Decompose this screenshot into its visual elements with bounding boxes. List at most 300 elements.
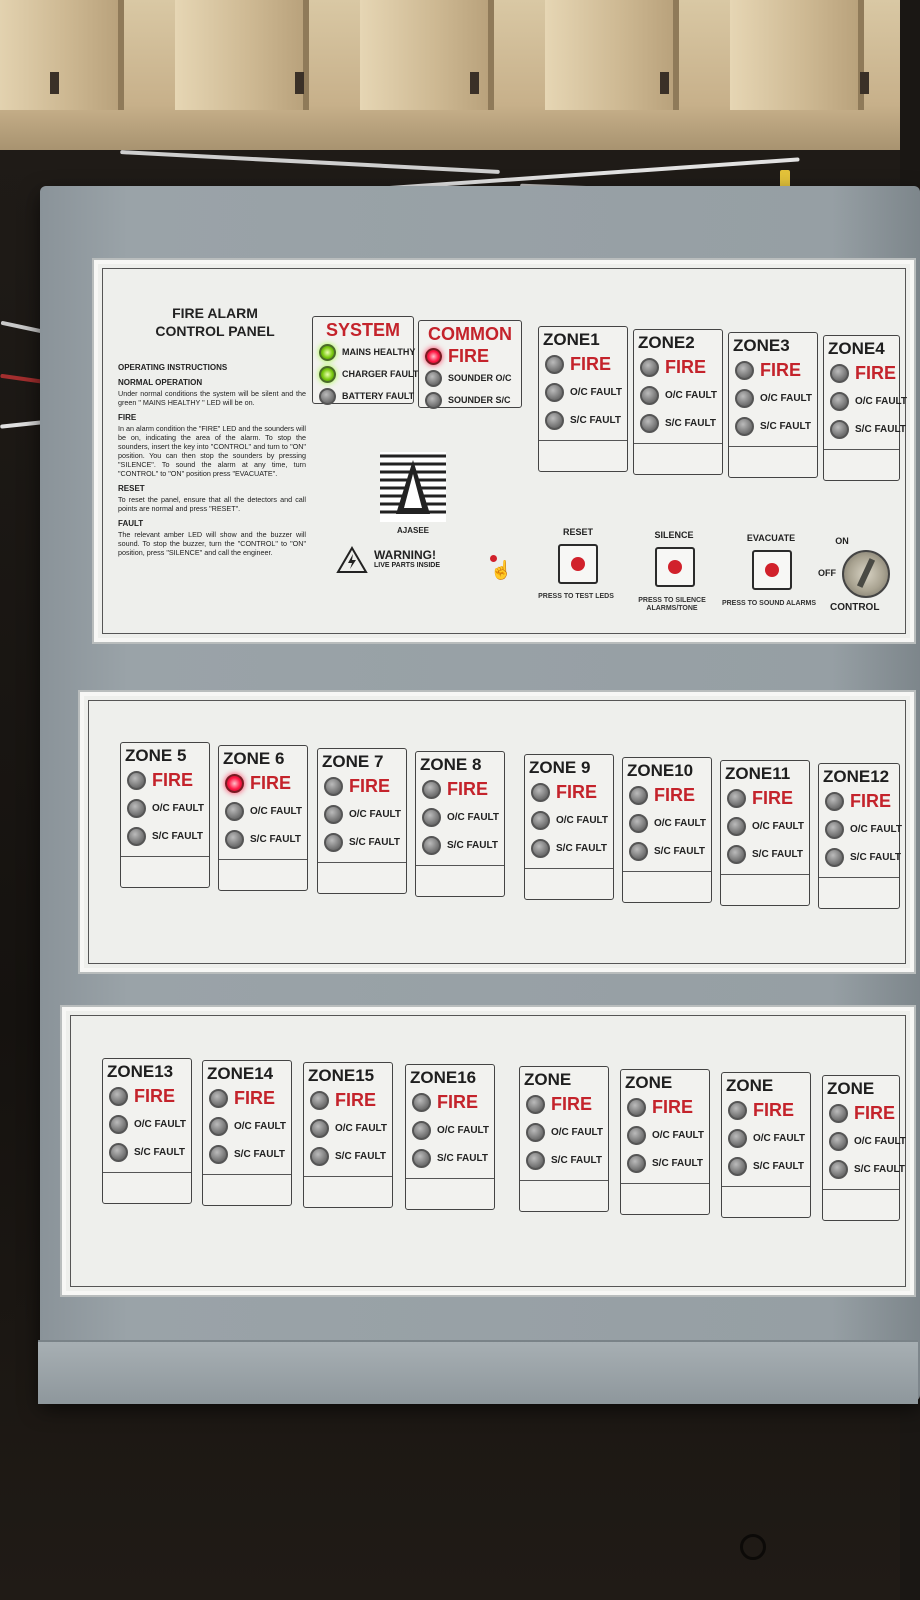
- zone-name: ZONE: [827, 1079, 875, 1098]
- zone-oc-fault-row: [520, 1118, 608, 1146]
- zone-oc-fault-led-icon: [531, 811, 550, 830]
- zone-sc-fault-row: [103, 1138, 191, 1166]
- zone-oc-fault-label: O/C FAULT: [753, 1132, 806, 1144]
- zone-label-strip: [520, 1180, 608, 1211]
- zone-oc-fault-row: [634, 381, 722, 409]
- zone-sc-fault-row: [203, 1140, 291, 1168]
- zone-oc-fault-led-icon: [109, 1115, 128, 1134]
- zone-oc-fault-led-icon: [727, 817, 746, 836]
- zone-sc-fault-label: S/C FAULT: [652, 1157, 703, 1169]
- zone-oc-fault-led-icon: [629, 814, 648, 833]
- zone-box: [120, 742, 210, 888]
- zone-sc-fault-row: [219, 825, 307, 853]
- zone-sc-fault-led-icon: [728, 1157, 747, 1176]
- zone-sc-fault-row: [406, 1144, 494, 1172]
- wood-slat: [730, 0, 864, 110]
- zone-name: ZONE 9: [529, 758, 591, 777]
- zone-oc-fault-label: O/C FAULT: [752, 820, 805, 832]
- zone-oc-fault-label: O/C FAULT: [556, 814, 609, 826]
- zone-fire-row: [121, 766, 209, 794]
- zone-label-strip: [819, 877, 899, 908]
- zone-sc-fault-led-icon: [310, 1147, 329, 1166]
- zone-oc-fault-led-icon: [829, 1132, 848, 1151]
- zone-fire-led-icon: [531, 783, 550, 802]
- reset-text: To reset the panel, ensure that all the detectors and call points are normal and press "RESET".: [118, 495, 306, 513]
- zone-oc-fault-row: [623, 809, 711, 837]
- zone-sc-fault-led-icon: [825, 848, 844, 867]
- keyswitch-on-label: ON: [835, 536, 849, 546]
- zone-oc-fault-row: [304, 1114, 392, 1142]
- zone-oc-fault-led-icon: [412, 1121, 431, 1140]
- zone-name: ZONE15: [308, 1066, 375, 1085]
- zone-fire-label: FIRE: [855, 362, 897, 383]
- zone-sc-fault-led-icon: [545, 411, 564, 430]
- operating-instructions: [118, 357, 306, 557]
- zone-name: ZONE4: [828, 339, 885, 358]
- zone-sc-fault-row: [722, 1152, 810, 1180]
- zone-fire-row: [729, 356, 817, 384]
- zone-fire-led-icon: [209, 1089, 228, 1108]
- zone-fire-label: FIRE: [134, 1085, 176, 1106]
- zone-sc-fault-label: S/C FAULT: [234, 1148, 285, 1160]
- zone-fire-led-icon: [310, 1091, 329, 1110]
- zone-oc-fault-led-icon: [825, 820, 844, 839]
- zone-name: ZONE: [524, 1070, 572, 1089]
- zone-sc-fault-led-icon: [627, 1154, 646, 1173]
- zone-label-strip: [103, 1172, 191, 1203]
- zone-oc-fault-row: [722, 1124, 810, 1152]
- zone-sc-fault-row: [121, 822, 209, 850]
- reset-button[interactable]: [558, 544, 598, 584]
- zone-sc-fault-row: [721, 840, 809, 868]
- zone-name: ZONE: [726, 1076, 774, 1095]
- common-led-icon: [425, 348, 442, 365]
- zone-sc-fault-row: [318, 828, 406, 856]
- zone-oc-fault-row: [539, 378, 627, 406]
- system-led-icon: [319, 344, 336, 361]
- common-header: COMMON: [428, 324, 512, 344]
- zone-fire-row: [304, 1086, 392, 1114]
- zone-oc-fault-led-icon: [324, 805, 343, 824]
- zone-name: ZONE1: [543, 330, 600, 349]
- zone-label-strip: [623, 871, 711, 902]
- zone-fire-row: [203, 1084, 291, 1112]
- system-item-label: CHARGER FAULT: [342, 369, 419, 379]
- zone-label-strip: [824, 449, 899, 480]
- zone-oc-fault-label: O/C FAULT: [850, 823, 903, 835]
- zone-sc-fault-label: S/C FAULT: [134, 1146, 185, 1158]
- zone-box: [415, 751, 505, 897]
- zone-sc-fault-led-icon: [727, 845, 746, 864]
- zone-sc-fault-label: S/C FAULT: [850, 851, 901, 863]
- zone-oc-fault-row: [103, 1110, 191, 1138]
- zone-name: ZONE16: [410, 1068, 477, 1087]
- zone-fire-led-icon: [422, 780, 441, 799]
- zone-name: ZONE 8: [420, 755, 482, 774]
- zone-name: ZONE 7: [322, 752, 384, 771]
- zone-oc-fault-led-icon: [735, 389, 754, 408]
- zone-oc-fault-row: [203, 1112, 291, 1140]
- zone-oc-fault-led-icon: [627, 1126, 646, 1145]
- zone-fire-label: FIRE: [665, 356, 707, 377]
- zone-box: [317, 748, 407, 894]
- evacuate-button[interactable]: [752, 550, 792, 590]
- common-led-icon: [425, 392, 442, 409]
- zone-sc-fault-led-icon: [629, 842, 648, 861]
- instructions-heading: OPERATING INSTRUCTIONS: [118, 363, 228, 372]
- zone-fire-label: FIRE: [551, 1093, 593, 1114]
- zone-box: [823, 335, 908, 481]
- zone-fire-row: [623, 781, 711, 809]
- zone-oc-fault-led-icon: [830, 392, 849, 411]
- zone-fire-led-icon: [829, 1104, 848, 1123]
- zone-sc-fault-led-icon: [209, 1145, 228, 1164]
- normal-title: NORMAL OPERATION: [118, 378, 203, 387]
- zone-sc-fault-row: [634, 409, 722, 437]
- zone-oc-fault-label: O/C FAULT: [234, 1120, 287, 1132]
- zone-oc-fault-led-icon: [209, 1117, 228, 1136]
- zone-fire-label: FIRE: [752, 787, 794, 808]
- zone-fire-label: FIRE: [652, 1096, 694, 1117]
- warning-triangle-icon: [336, 546, 368, 574]
- zone-fire-led-icon: [830, 364, 849, 383]
- zone-box: [524, 754, 614, 900]
- zone-box: [102, 1058, 192, 1204]
- system-row: [313, 341, 416, 363]
- zone-oc-fault-label: O/C FAULT: [570, 386, 623, 398]
- panel-title-line2: CONTROL PANEL: [155, 323, 275, 339]
- zone-sc-fault-label: S/C FAULT: [335, 1150, 386, 1162]
- zone-label-strip: [121, 856, 209, 887]
- zone-fire-row: [823, 1099, 899, 1127]
- zone-name: ZONE11: [725, 764, 791, 783]
- zone-sc-fault-led-icon: [225, 830, 244, 849]
- zone-fire-label: FIRE: [447, 778, 489, 799]
- zone-box: [519, 1066, 609, 1212]
- keyswitch-off-label: OFF: [818, 568, 836, 578]
- system-row: [313, 363, 419, 385]
- zone-name: ZONE13: [107, 1062, 174, 1081]
- evacuate-label: EVACUATE: [746, 533, 796, 543]
- zone-fire-row: [721, 784, 809, 812]
- zone-sc-fault-row: [823, 1155, 905, 1183]
- zone-sc-fault-row: [824, 415, 906, 443]
- zone-oc-fault-row: [824, 387, 908, 415]
- zone-fire-row: [824, 359, 899, 387]
- zone-fire-led-icon: [324, 777, 343, 796]
- zone-fire-row: [525, 778, 613, 806]
- zone-fire-label: FIRE: [335, 1089, 377, 1110]
- zone-name: ZONE3: [733, 336, 790, 355]
- zone-label-strip: [406, 1178, 494, 1209]
- zone-label-strip: [823, 1189, 899, 1220]
- zone-sc-fault-label: S/C FAULT: [665, 417, 716, 429]
- zone-sc-fault-led-icon: [127, 827, 146, 846]
- zone-sc-fault-row: [621, 1149, 709, 1177]
- zone-oc-fault-label: O/C FAULT: [437, 1124, 490, 1136]
- zone-sc-fault-label: S/C FAULT: [570, 414, 621, 426]
- zone-box: [202, 1060, 292, 1206]
- zone-sc-fault-label: S/C FAULT: [152, 830, 203, 842]
- zone-oc-fault-led-icon: [310, 1119, 329, 1138]
- zone-box: [218, 745, 308, 891]
- zone-box: [633, 329, 723, 475]
- zone-fire-label: FIRE: [437, 1091, 479, 1112]
- zone-fire-led-icon: [127, 771, 146, 790]
- zone-sc-fault-led-icon: [422, 836, 441, 855]
- reset-label: RESET: [562, 527, 593, 537]
- zone-sc-fault-label: S/C FAULT: [437, 1152, 488, 1164]
- zone-sc-fault-label: S/C FAULT: [551, 1154, 602, 1166]
- zone-sc-fault-label: S/C FAULT: [250, 833, 301, 845]
- warning-label: [336, 546, 456, 579]
- zone-name: ZONE12: [823, 767, 890, 786]
- zone-oc-fault-label: O/C FAULT: [152, 802, 205, 814]
- zone-fire-label: FIRE: [654, 784, 696, 805]
- zone-oc-fault-led-icon: [422, 808, 441, 827]
- zone-oc-fault-label: O/C FAULT: [250, 805, 303, 817]
- fault-text: The relevant amber LED will show and the buzzer will sound. To stop the buzzer, turn the "CONTROL" to "ON" position, press "SILENCE" and call the engineer.: [118, 530, 306, 557]
- panel-title: [150, 304, 280, 340]
- enclosure-bottom-lip: [38, 1340, 918, 1404]
- zone-oc-fault-label: O/C FAULT: [654, 817, 707, 829]
- zone-oc-fault-label: O/C FAULT: [665, 389, 718, 401]
- zone-sc-fault-led-icon: [412, 1149, 431, 1168]
- ajasee-logo: [380, 452, 446, 538]
- zone-oc-fault-led-icon: [728, 1129, 747, 1148]
- system-led-icon: [319, 366, 336, 383]
- zone-oc-fault-label: O/C FAULT: [447, 811, 500, 823]
- system-row: [313, 385, 413, 407]
- zone-name: ZONE2: [638, 333, 695, 352]
- zone-name: ZONE 5: [125, 746, 187, 765]
- screw-hole: [740, 1534, 766, 1560]
- zone-sc-fault-row: [525, 834, 613, 862]
- zone-sc-fault-row: [416, 831, 504, 859]
- zone-label-strip: [539, 440, 627, 471]
- zone-label-strip: [304, 1176, 392, 1207]
- common-item-label: FIRE: [448, 345, 490, 366]
- zone-box: [303, 1062, 393, 1208]
- zone-fire-row: [406, 1088, 494, 1116]
- zone-fire-label: FIRE: [250, 772, 292, 793]
- zone-sc-fault-label: S/C FAULT: [753, 1160, 804, 1172]
- zone-sc-fault-led-icon: [830, 420, 849, 439]
- common-box: [418, 320, 522, 408]
- zone-sc-fault-led-icon: [531, 839, 550, 858]
- zone-fire-row: [520, 1090, 608, 1118]
- common-item-label: SOUNDER O/C: [448, 373, 512, 383]
- zone-oc-fault-label: O/C FAULT: [335, 1122, 388, 1134]
- zone-sc-fault-led-icon: [109, 1143, 128, 1162]
- wooden-slats: [0, 0, 900, 150]
- zone-fire-row: [318, 772, 406, 800]
- zone-fire-label: FIRE: [152, 769, 194, 790]
- zone-fire-led-icon: [109, 1087, 128, 1106]
- wood-slat: [360, 0, 494, 110]
- zone-fire-row: [621, 1093, 709, 1121]
- zone-box: [822, 1075, 907, 1221]
- warning-subtitle: LIVE PARTS INSIDE: [374, 562, 440, 569]
- silence-label: SILENCE: [654, 530, 694, 540]
- common-led-icon: [425, 370, 442, 387]
- zone-fire-led-icon: [727, 789, 746, 808]
- zone-label-strip: [722, 1186, 810, 1217]
- normal-text: Under normal conditions the system will be silent and the green " MAINS HEALTHY " LED will be on.: [118, 389, 306, 407]
- zone-oc-fault-label: O/C FAULT: [760, 392, 813, 404]
- zone-fire-row: [539, 350, 627, 378]
- zone-fire-row: [722, 1096, 810, 1124]
- zone-oc-fault-label: O/C FAULT: [551, 1126, 604, 1138]
- common-row: [419, 345, 521, 367]
- zone-fire-led-icon: [640, 358, 659, 377]
- wood-slat: [545, 0, 679, 110]
- zone-label-strip: [525, 868, 613, 899]
- zone-oc-fault-row: [121, 794, 209, 822]
- silence-caption: PRESS TO SILENCE ALARMS/TONE: [638, 597, 706, 612]
- zone-fire-row: [416, 775, 504, 803]
- zone-fire-label: FIRE: [349, 775, 391, 796]
- zone-oc-fault-led-icon: [127, 799, 146, 818]
- zone-fire-led-icon: [225, 774, 244, 793]
- zone-sc-fault-row: [520, 1146, 608, 1174]
- zone-sc-fault-row: [304, 1142, 392, 1170]
- zone-name: ZONE14: [207, 1064, 274, 1083]
- zone-box: [405, 1064, 495, 1210]
- zone-label-strip: [729, 446, 817, 477]
- zone-sc-fault-led-icon: [640, 414, 659, 433]
- zone-fire-label: FIRE: [234, 1087, 276, 1108]
- common-row: [419, 389, 521, 411]
- reset-title: RESET: [118, 484, 145, 493]
- zone-oc-fault-row: [525, 806, 613, 834]
- zone-box: [818, 763, 903, 909]
- zone-sc-fault-row: [819, 843, 899, 871]
- zone-fire-led-icon: [412, 1093, 431, 1112]
- zone-label-strip: [721, 874, 809, 905]
- zone-oc-fault-row: [819, 815, 903, 843]
- zone-box: [720, 760, 810, 906]
- control-keyswitch[interactable]: [842, 550, 890, 598]
- zone-oc-fault-row: [823, 1127, 907, 1155]
- zone-oc-fault-label: O/C FAULT: [349, 808, 402, 820]
- zone-box: [620, 1069, 710, 1215]
- system-box: [312, 316, 419, 404]
- zone-fire-label: FIRE: [760, 359, 802, 380]
- zone-fire-label: FIRE: [854, 1102, 896, 1123]
- press-hand-icon: ☝: [490, 560, 513, 580]
- zone-oc-fault-row: [318, 800, 406, 828]
- zone-fire-label: FIRE: [556, 781, 598, 802]
- zone-sc-fault-label: S/C FAULT: [752, 848, 803, 860]
- system-item-label: BATTERY FAULT: [342, 391, 415, 401]
- wood-slat: [175, 0, 309, 110]
- zone-fire-led-icon: [526, 1095, 545, 1114]
- zone-label-strip: [416, 865, 504, 896]
- system-led-icon: [319, 388, 336, 405]
- zone-fire-led-icon: [627, 1098, 646, 1117]
- zone-oc-fault-row: [721, 812, 809, 840]
- zone-sc-fault-label: S/C FAULT: [447, 839, 498, 851]
- zone-box: [721, 1072, 811, 1218]
- zone-fire-row: [103, 1082, 191, 1110]
- zone-label-strip: [219, 859, 307, 890]
- zone-oc-fault-led-icon: [640, 386, 659, 405]
- zone-oc-fault-row: [416, 803, 504, 831]
- fault-title: FAULT: [118, 519, 144, 528]
- zone-box: [728, 332, 818, 478]
- zone-fire-led-icon: [545, 355, 564, 374]
- fire-title: FIRE: [118, 413, 137, 422]
- zone-sc-fault-label: S/C FAULT: [854, 1163, 905, 1175]
- system-item-label: MAINS HEALTHY: [342, 347, 416, 357]
- zone-sc-fault-row: [539, 406, 627, 434]
- logo-text: AJASEE: [396, 526, 430, 535]
- reset-caption: PRESS TO TEST LEDS: [538, 593, 614, 600]
- zone-label-strip: [621, 1183, 709, 1214]
- zone-oc-fault-row: [406, 1116, 494, 1144]
- zone-name: ZONE: [625, 1073, 673, 1092]
- silence-button[interactable]: [655, 547, 695, 587]
- zone-sc-fault-led-icon: [829, 1160, 848, 1179]
- evacuate-caption: PRESS TO SOUND ALARMS: [721, 600, 817, 607]
- common-item-label: SOUNDER S/C: [448, 395, 511, 405]
- zone-fire-label: FIRE: [570, 353, 612, 374]
- zone-oc-fault-led-icon: [225, 802, 244, 821]
- zone-fire-led-icon: [728, 1101, 747, 1120]
- zone-sc-fault-led-icon: [324, 833, 343, 852]
- zone-sc-fault-label: S/C FAULT: [855, 423, 906, 435]
- zone-oc-fault-row: [219, 797, 307, 825]
- wood-slat: [0, 0, 124, 110]
- zone-oc-fault-label: O/C FAULT: [854, 1135, 907, 1147]
- zone-fire-led-icon: [735, 361, 754, 380]
- zone-name: ZONE 6: [223, 749, 285, 768]
- zone-fire-label: FIRE: [850, 790, 892, 811]
- common-row: [419, 367, 521, 389]
- zone-oc-fault-label: O/C FAULT: [855, 395, 908, 407]
- zone-oc-fault-led-icon: [545, 383, 564, 402]
- zone-fire-led-icon: [629, 786, 648, 805]
- zone-name: ZONE10: [627, 761, 694, 780]
- zone-sc-fault-led-icon: [526, 1151, 545, 1170]
- zone-oc-fault-led-icon: [526, 1123, 545, 1142]
- zone-fire-row: [634, 353, 722, 381]
- zone-label-strip: [634, 443, 722, 474]
- warning-title: WARNING!: [374, 548, 436, 562]
- zone-sc-fault-row: [623, 837, 711, 865]
- zone-fire-row: [819, 787, 899, 815]
- zone-label-strip: [318, 862, 406, 893]
- zone-sc-fault-row: [729, 412, 817, 440]
- zone-fire-label: FIRE: [753, 1099, 795, 1120]
- zone-sc-fault-label: S/C FAULT: [556, 842, 607, 854]
- fire-text: In an alarm condition the "FIRE" LED and the sounders will be on, indicating the area of the alarm. To stop the sounders, insert the key into "CONTROL" and turn to "ON" position. You can then stop the sounders by pressing "SILENCE". To sound the alarm at any time, turn "CONTROL" to "ON" position press "EVACUATE".: [118, 424, 306, 478]
- zone-oc-fault-label: O/C FAULT: [652, 1129, 705, 1141]
- zone-fire-led-icon: [825, 792, 844, 811]
- zone-label-strip: [203, 1174, 291, 1205]
- zone-box: [538, 326, 628, 472]
- zone-sc-fault-label: S/C FAULT: [654, 845, 705, 857]
- zone-fire-row: [219, 769, 307, 797]
- zone-oc-fault-row: [729, 384, 817, 412]
- zone-sc-fault-label: S/C FAULT: [349, 836, 400, 848]
- panel-title-line1: FIRE ALARM: [172, 305, 258, 321]
- zone-oc-fault-row: [621, 1121, 709, 1149]
- system-header: SYSTEM: [325, 320, 400, 340]
- zone-sc-fault-led-icon: [735, 417, 754, 436]
- zone-box: [622, 757, 712, 903]
